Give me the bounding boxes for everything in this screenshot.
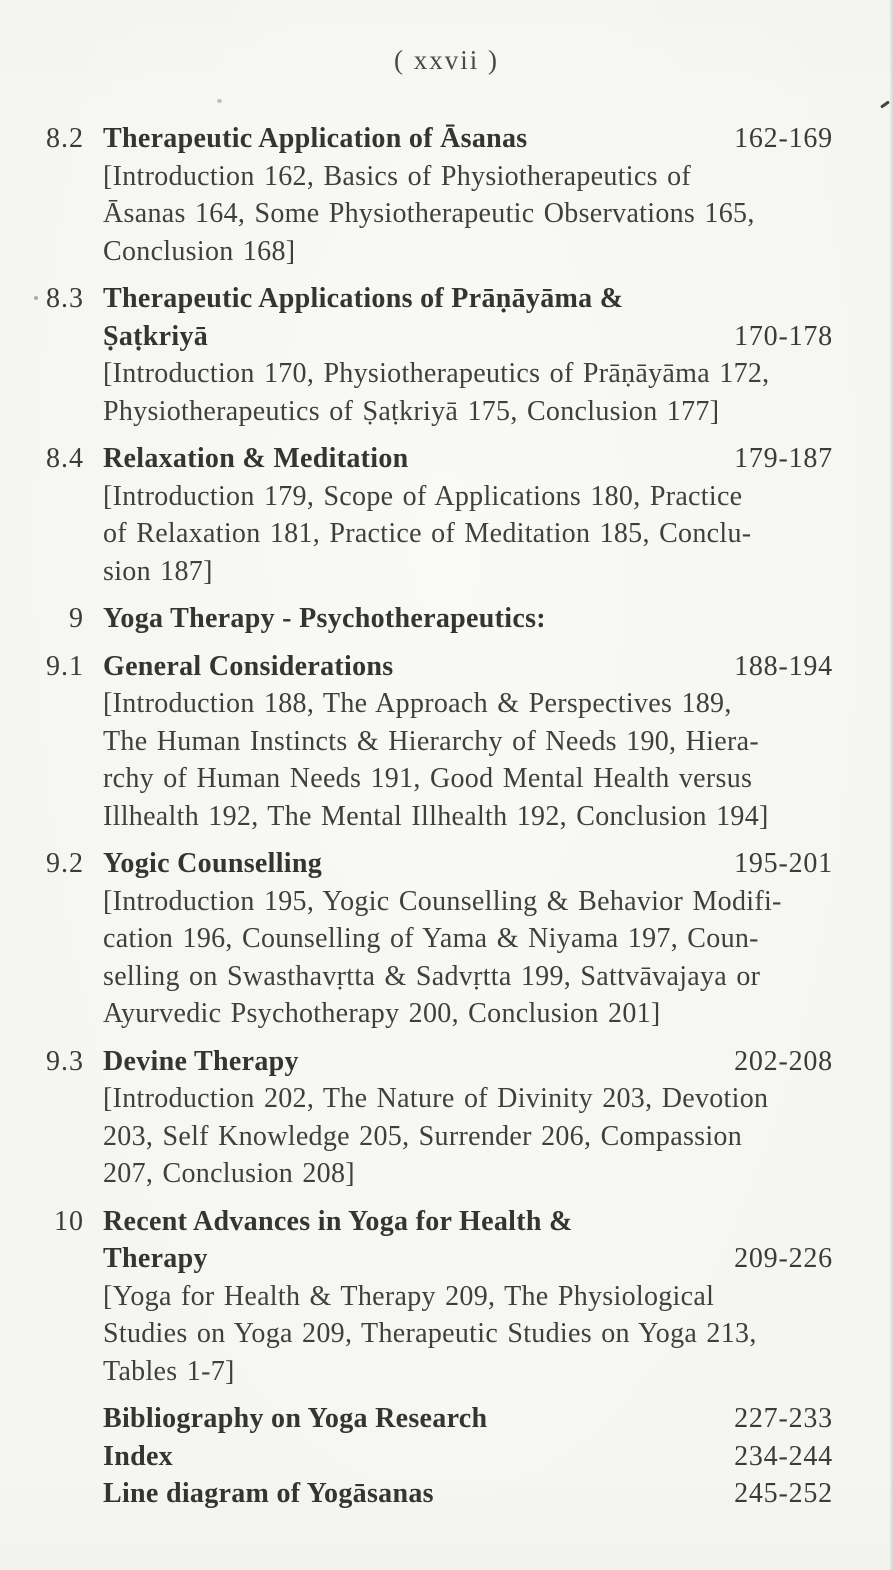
entry-body (103, 1400, 833, 1438)
entry-number: 8.4 (46, 443, 84, 474)
entry-pages: 245-252 (734, 1478, 833, 1509)
entry-title-row (103, 1043, 833, 1081)
entry-title-row (103, 845, 833, 883)
scan-speck (217, 99, 222, 103)
entry-detail-line: The Human Instincts & Hierarchy of Needs 190, Hiera- (103, 725, 759, 757)
entry-title: Therapeutic Application of Āsanas (103, 123, 528, 154)
entry-number: 9.3 (46, 1045, 84, 1077)
entry-body (103, 845, 833, 1033)
toc-entry (0, 648, 833, 836)
entry-pages: 202-208 (734, 1045, 833, 1077)
entry-title: Bibliography on Yoga Research (103, 1403, 488, 1434)
entry-number: 8.2 (46, 123, 84, 154)
entry-title: Relaxation & Meditation (103, 443, 409, 474)
entry-detail-line: [Yoga for Health & Therapy 209, The Physiological (103, 1280, 715, 1312)
entry-number: 9 (69, 603, 84, 634)
entry-detail-line: Studies on Yoga 209, Therapeutic Studies on Yoga 213, (103, 1318, 757, 1349)
entry-detail-line: [Introduction 195, Yogic Counselling & Behavior Modifi- (103, 885, 782, 917)
entry-title: Line diagram of Yogāsanas (103, 1478, 434, 1509)
toc-entry (0, 845, 833, 1033)
entry-detail-line: [Introduction 162, Basics of Physiotherapeutics of (103, 160, 692, 192)
entry-title: Yogic Counselling (103, 848, 323, 879)
page-edge-shadow (889, 0, 893, 1570)
toc-entry (0, 280, 833, 430)
entry-title-row (103, 648, 833, 686)
toc-entry (0, 1438, 833, 1476)
toc-entry (0, 1203, 833, 1391)
entry-body (103, 280, 833, 430)
entry-title: Ṣaṭkriyā (103, 320, 209, 352)
entry-pages: 209-226 (734, 1243, 833, 1274)
entry-title-row (103, 1203, 833, 1241)
entry-number (0, 1438, 84, 1476)
entry-detail-line: 207, Conclusion 208] (103, 1158, 355, 1189)
toc-list (0, 120, 833, 1513)
entry-title: Therapy (103, 1243, 208, 1274)
entry-pages: 179-187 (734, 443, 833, 474)
toc-entry (0, 440, 833, 590)
entry-title: Recent Advances in Yoga for Health & (103, 1205, 573, 1237)
entry-detail-line: Conclusion 168] (103, 235, 296, 267)
page-number-header: ( xxvii ) (394, 45, 499, 75)
entry-pages: 170-178 (734, 320, 833, 352)
entry-detail-line: Tables 1-7] (103, 1355, 235, 1387)
entry-number: 8.3 (46, 283, 84, 314)
entry-detail-line: [Introduction 179, Scope of Applications 180, Practice (103, 480, 743, 512)
entry-detail-line: [Introduction 202, The Nature of Divinity 203, Devotion (103, 1083, 769, 1114)
toc-entry (0, 120, 833, 270)
entry-pages: 162-169 (734, 123, 833, 154)
entry-pages: 227-233 (734, 1403, 833, 1434)
entry-title-row (103, 280, 833, 318)
entry-title: General Considerations (103, 650, 394, 682)
entry-pages: 188-194 (734, 650, 833, 682)
entry-detail-line: Āsanas 164, Some Physiotherapeutic Observations 165, (103, 198, 755, 229)
entry-detail-line: Physiotherapeutics of Ṣaṭkriyā 175, Conclusion 177] (103, 395, 720, 427)
entry-detail-line: Ayurvedic Psychotherapy 200, Conclusion 201] (103, 998, 661, 1029)
entry-body (103, 440, 833, 590)
entry-body (103, 600, 833, 638)
entry-detail-line: [Introduction 188, The Approach & Perspectives 189, (103, 688, 732, 719)
entry-number (0, 1400, 84, 1438)
entry-title: Devine Therapy (103, 1045, 299, 1077)
entry-body (103, 120, 833, 270)
entry-detail-line: cation 196, Counselling of Yama & Niyama 197, Coun- (103, 923, 759, 954)
entry-detail-line: selling on Swasthavṛtta & Sadvṛtta 199, Sattvāvajaya or (103, 960, 761, 992)
entry-number (0, 1475, 84, 1513)
entry-detail-line: rchy of Human Needs 191, Good Mental Health versus (103, 763, 753, 794)
entry-number: 9.1 (46, 650, 84, 682)
entry-body (103, 1043, 833, 1193)
entry-pages: 195-201 (734, 848, 833, 879)
entry-detail-line: of Relaxation 181, Practice of Meditation 185, Conclu- (103, 518, 752, 549)
entry-title: Index (103, 1440, 173, 1472)
entry-body (103, 648, 833, 836)
entry-title-row (103, 120, 833, 158)
toc-entry (0, 1043, 833, 1193)
entry-title-row (103, 318, 833, 356)
entry-body (103, 1203, 833, 1391)
entry-title: Therapeutic Applications of Prāṇāyāma & (103, 283, 624, 314)
toc-entry (0, 1400, 833, 1438)
entry-title-row (103, 600, 833, 638)
entry-number: 10 (54, 1205, 84, 1237)
entry-number: 9.2 (46, 848, 84, 879)
entry-detail-line: sion 187] (103, 555, 213, 587)
entry-title-row (103, 1400, 833, 1438)
entry-detail-line: 203, Self Knowledge 205, Surrender 206, Compassion (103, 1120, 743, 1152)
scan-speck (34, 296, 38, 300)
entry-title-row (103, 440, 833, 478)
entry-detail-line: Illhealth 192, The Mental Illhealth 192, Conclusion 194] (103, 800, 769, 832)
entry-detail-line: [Introduction 170, Physiotherapeutics of Prāṇāyāma 172, (103, 358, 770, 389)
toc-entry (0, 600, 833, 638)
entry-body (103, 1438, 833, 1476)
toc-entry (0, 1475, 833, 1513)
entry-title: Yoga Therapy - Psychotherapeutics: (103, 603, 546, 634)
entry-title-row (103, 1475, 833, 1513)
entry-title-row (103, 1240, 833, 1278)
entry-pages: 234-244 (734, 1440, 833, 1472)
entry-title-row (103, 1438, 833, 1476)
entry-body (103, 1475, 833, 1513)
